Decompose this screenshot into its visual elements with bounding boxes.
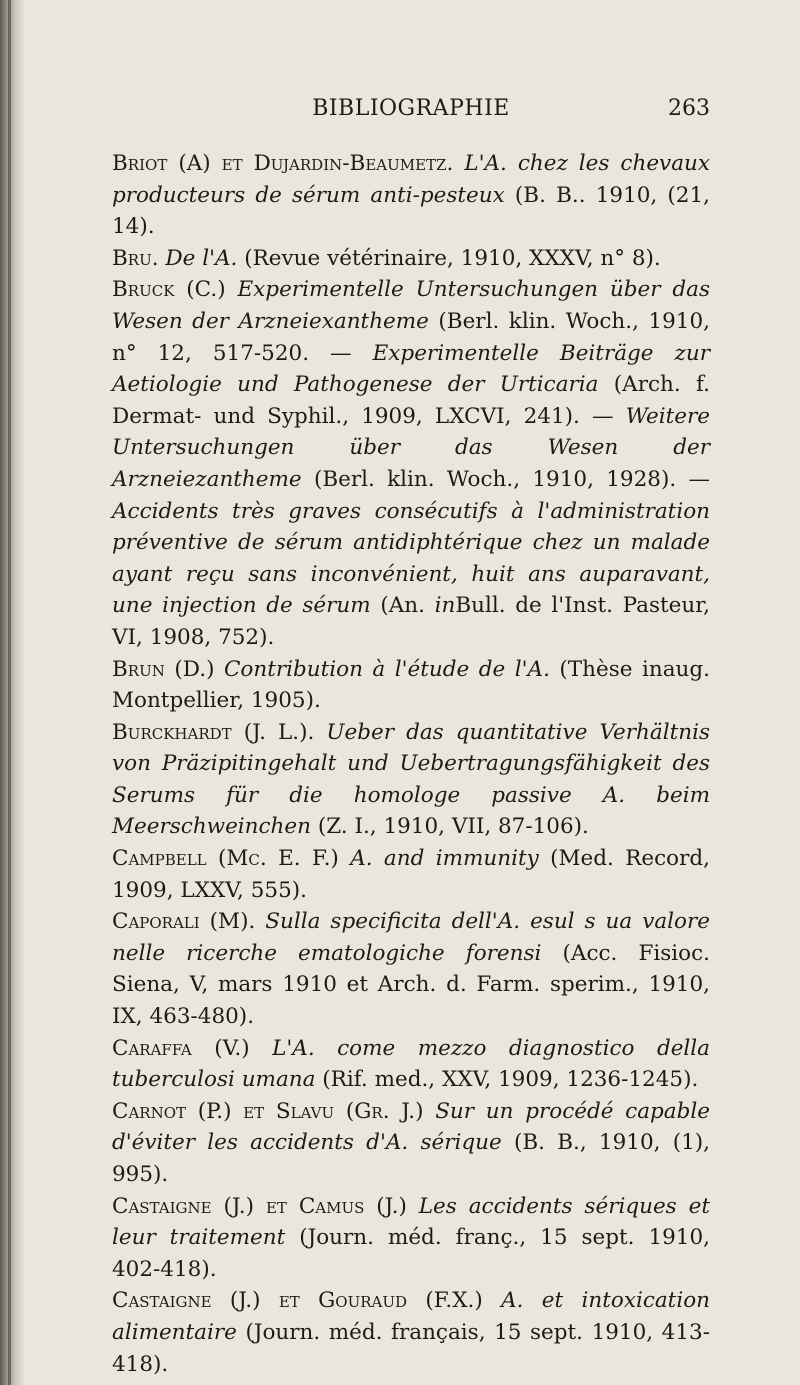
entry-author: Bru. [112,245,159,271]
entry-author: Carnot (P.) et Slavu (Gr. J.) [112,1098,424,1124]
entry-source: (B. B., 1910, (1), 995). [112,1130,710,1187]
entry-source: (Rif. med., XXV, 1909, 1236-1245). [322,1067,699,1093]
entry-title: Les accidents sériques et leur traitement [112,1193,710,1251]
entry-author: Castaigne (J.) et Gouraud (F.X.) [112,1288,483,1314]
entry-author: Bruck (C.) [112,277,226,303]
binding-line [8,0,11,1385]
entry-source: (B. B.. 1910, (21, 14). [112,182,711,240]
entry-author: Campbell (Mc. E. F.) [112,846,339,872]
entry-title: Accidents très graves consécutifs à l'administration préventive de sérum antidiphtérique chez un malade ayant reçu sans inconvénient, huit ans auparavant, une injection de sérum [112,498,710,619]
entry-title: De l'A. [165,245,238,271]
bibliography-entry [112,1033,710,1096]
entry-title: L'A. come mezzo diagnostico della tuberculosi umana [112,1035,710,1093]
bibliography-entry [112,148,710,243]
entry-title: Experimentelle Beiträge zur Aetiologie und Pathogenese der Urticaria [112,340,711,398]
entry-title: A. et intoxication alimentaire [112,1288,710,1345]
entry-author: Castaigne (J.) et Camus (J.) [112,1193,407,1219]
bibliography-entry [112,843,710,906]
bibliography-entry [112,654,710,717]
page-header [112,96,710,130]
entry-source: (Journ. méd. français, 15 sept. 1910, 413-418). [112,1319,710,1377]
bibliography-entry [112,1191,710,1286]
entry-title: L'A. chez les chevaux producteurs de sérum anti-pesteux [112,151,710,208]
entry-source: (Med. Record, 1909, LXXV, 555). [112,846,710,903]
entry-title: Experimentelle Untersuchungen über das Wesen der Arzneiexantheme [112,277,711,334]
page-number: 263 [668,96,710,121]
running-title: BIBLIOGRAPHIE [312,96,510,121]
entry-source: (Thèse inaug. Montpellier, 1905). [112,656,710,714]
entry-source: (Berl. klin. Woch., 1910, n° 12, 517-520. — [112,308,710,366]
entry-author: Caporali (M). [112,909,256,935]
bibliography-entry [112,717,710,843]
entry-source: (Acc. Fisioc. Siena, V, mars 1910 et Arch. d. Farm. sperim., 1910, IX, 463-480). [112,940,710,1030]
entry-title: Sur un procédé capable d'éviter les accidents d'A. sérique [112,1098,710,1156]
entry-source: (Z. I., 1910, VII, 87-106). [317,814,589,840]
entry-title: Contribution à l'étude de l'A. [223,656,550,682]
bibliography-entry [112,274,710,653]
entry-source: (Journ. méd. franç., 15 sept. 1910, 402-418). [112,1225,710,1282]
entry-title: Sulla specificita dell'A. esul s ua valore nelle ricerche ematologiche forensi [112,909,710,966]
bibliography-entry [112,243,710,275]
bibliography-list [112,148,710,1380]
entry-source: (Arch. f. Dermat- und Syphil., 1909, LXCVI, 241). — [112,372,710,429]
entry-author: Brun (D.) [112,656,215,682]
entry-source: Bull. de l'Inst. Pasteur, VI, 1908, 752). [112,593,710,650]
entry-source: (Berl. klin. Woch., 1910, 1928). — [313,466,710,492]
entry-author: Burckhardt (J. L.). [112,719,315,745]
bibliography-entry [112,1285,710,1380]
bibliography-entry [112,1096,710,1191]
entry-title: Weitere Untersuchungen über das Wesen der Arzneiezantheme [112,403,710,492]
bibliography-entry [112,906,710,1032]
entry-title: A. and immunity [350,846,539,872]
entry-title: in [434,593,456,619]
entry-source: (An. [380,593,425,619]
entry-author: Briot (A) et Dujardin-Beaumetz. [112,151,454,176]
entry-source: (Revue vétérinaire, 1910, XXXV, n° 8). [244,245,661,271]
entry-author: Caraffa (V.) [112,1035,250,1061]
entry-title: Ueber das quantitative Verhältnis von Präzipitingehalt und Uebertragungsfähigkeit des Serums für die homologe passive A. beim Meerschweinchen [112,719,710,840]
page-binding-shadow [0,0,26,1385]
